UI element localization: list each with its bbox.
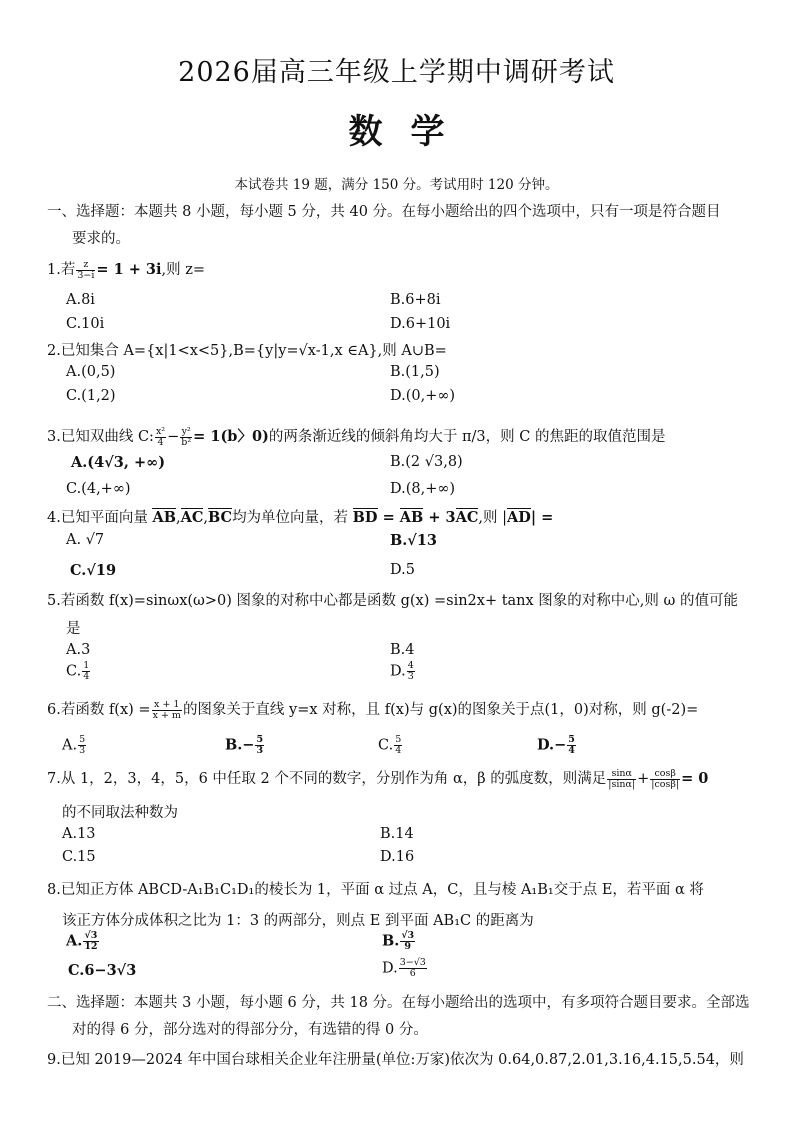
q2-option-d: D.(0,+∞) [390, 388, 456, 404]
q7-option-d: D.16 [380, 849, 415, 865]
q6-d-prefix: D.− [537, 736, 567, 754]
q6-c-fraction [394, 735, 402, 756]
q4-option-a: A. √7 [66, 532, 105, 548]
q4-end: | = [530, 509, 554, 526]
q6-c-numerator: 5 [395, 734, 402, 745]
q4-option-c: C.√19 [70, 562, 117, 579]
q4-mid: 均为单位向量，若 [232, 510, 353, 526]
question-9-line1: 9.已知 2019—2024 年中国台球相关企业年注册量(单位:万家)依次为 0.64,0.87,2.01,3.16,4.15,5.54，则 [47, 1052, 744, 1068]
q7-option-b: B.14 [380, 826, 414, 842]
q1-fraction [76, 260, 95, 281]
q4-vector-ac: AC [180, 509, 204, 526]
q8-a-fraction [83, 931, 98, 952]
q6-option-d [537, 735, 577, 756]
q3-equation: = 1(b〉0) [193, 428, 269, 445]
q4-plus: + 3 [423, 509, 456, 526]
q7-f2-numerator: cosβ [650, 769, 680, 780]
question-2-stem: 2.已知集合 A={x|1<x<5},B={y|y=√x-1,x ∈A},则 A∪B= [47, 343, 447, 359]
q6-numerator: x + 1 [152, 700, 182, 711]
q3-option-d: D.(8,+∞) [390, 481, 456, 497]
q4-prefix: 4.已知平面向量 [47, 510, 153, 526]
q5-c-numerator: 1 [83, 660, 90, 671]
question-5-line1: 5.若函数 f(x)=sinωx(ω>0) 图象的对称中心都是函数 g(x) =sin2x+ tanx 图象的对称中心,则 ω 的值可能 [47, 593, 738, 609]
q1-option-c: C.10i [66, 316, 105, 332]
q4-then: ,则 | [478, 510, 508, 526]
q5-c-prefix: C. [66, 663, 82, 680]
q8-b-prefix: B. [382, 932, 400, 950]
q5-d-fraction [407, 661, 415, 682]
question-6-stem [47, 698, 698, 721]
q7-option-c: C.15 [62, 849, 96, 865]
q8-a-denominator: 12 [84, 941, 98, 952]
q5-d-prefix: D. [390, 663, 406, 680]
question-1-stem [47, 258, 205, 281]
q7-prefix: 7.从 1，2，3，4，5，6 中任取 2 个不同的数字，分别作为角 α，β 的弧度数，则满足 [47, 771, 607, 787]
q5-d-denominator: 3 [407, 671, 414, 682]
subject-title: 数学 [348, 112, 473, 152]
q6-b-numerator: 5 [256, 734, 264, 745]
section2-intro-line2: 对的得 6 分，部分选对的得部分分，有选错的得 0 分。 [72, 1022, 428, 1038]
q4-vector-ab: AB [152, 509, 176, 526]
q8-b-fraction [400, 931, 415, 952]
q5-c-fraction [82, 661, 90, 682]
q7-plus: + [637, 771, 650, 787]
q4-vector-ad: AD [507, 509, 531, 526]
q6-a-prefix: A. [62, 737, 78, 754]
question-8-line2: 该正方体分成体积之比为 1：3 的两部分，则点 E 到平面 AB₁C 的距离为 [62, 913, 534, 929]
q6-b-prefix: B.− [225, 736, 255, 754]
q3-f1-numerator: x² [155, 425, 166, 437]
q6-option-a [62, 735, 87, 756]
q4-option-b: B.√13 [390, 532, 438, 549]
q6-fraction [152, 700, 182, 721]
q6-a-denominator: 3 [79, 745, 86, 756]
q2-option-b: B.(1,5) [390, 364, 440, 380]
q8-option-d [382, 958, 428, 979]
q8-a-prefix: A. [66, 932, 83, 950]
q4-vector-ac-2: AC [455, 509, 479, 526]
q2-option-c: C.(1,2) [66, 388, 116, 404]
q6-suffix: 的图象关于直线 y=x 对称，且 f(x)与 g(x)的图象关于点(1，0)对称，则 g(-2)= [182, 702, 699, 718]
q8-a-numerator: √3 [84, 930, 98, 941]
section2-intro-line1: 二、选择题：本题共 3 小题，每小题 6 分，共 18 分。在每小题给出的选项中，有多项符合题目要求。全部选 [47, 995, 750, 1011]
q3-f2-denominator: b² [181, 436, 192, 448]
q5-c-denominator: 4 [83, 671, 90, 682]
q3-fraction-2 [180, 427, 192, 448]
q4-vector-ab-2: AB [399, 509, 424, 526]
q4-vector-bc: BC [207, 509, 233, 526]
q8-d-fraction [399, 958, 427, 979]
q6-option-b [225, 735, 265, 756]
q5-option-d [390, 661, 416, 682]
question-3-stem [47, 425, 665, 448]
q8-b-numerator: √3 [401, 930, 415, 941]
q5-d-numerator: 4 [407, 660, 414, 671]
q1-frac-denominator: 3−i [77, 269, 95, 281]
question-7-line1 [47, 767, 708, 790]
q6-c-denominator: 4 [395, 745, 402, 756]
q1-frac-numerator: z [76, 260, 95, 271]
q6-denominator: x + m [152, 709, 181, 721]
q7-fraction-2 [650, 769, 680, 790]
q3-fraction-1 [155, 427, 166, 448]
q5-option-b: B.4 [390, 642, 415, 658]
q3-option-a: A.(4√3, +∞) [71, 454, 166, 471]
q1-option-d: D.6+10i [390, 316, 451, 332]
q8-option-c: C.6−3√3 [68, 962, 137, 979]
exam-notice: 本试卷共 19 题，满分 150 分。考试用时 120 分钟。 [234, 177, 559, 193]
q3-prefix: 3.已知双曲线 C: [47, 429, 154, 445]
question-5-line2: 是 [66, 621, 81, 637]
q3-suffix: 的两条渐近线的倾斜角均大于 π/3，则 C 的焦距的取值范围是 [268, 429, 666, 445]
question-4-stem: 4.已知平面向量 AB,AC,BC均为单位向量，若 BD = AB + 3AC,则 |AD| = [47, 509, 554, 526]
q1-rhs: = 1 + 3i [96, 261, 162, 278]
q8-d-denominator: 6 [409, 968, 416, 979]
q6-c-prefix: C. [378, 737, 394, 754]
section1-intro-line2: 要求的。 [72, 231, 130, 247]
q6-d-fraction [567, 735, 576, 756]
q6-a-fraction [78, 735, 86, 756]
q5-option-c [66, 661, 91, 682]
question-7-line2: 的不同取法种数为 [62, 805, 178, 821]
q3-option-b: B.(2 √3,8) [390, 454, 463, 470]
q3-f2-numerator: y² [181, 425, 191, 437]
q6-d-denominator: 4 [568, 745, 575, 756]
exam-title: 2026届高三年级上学期中调研考试 [178, 57, 615, 88]
q4-vector-bd: BD [352, 509, 378, 526]
q5-option-a: A.3 [66, 642, 91, 658]
q8-option-b [382, 931, 416, 952]
q8-option-a [66, 931, 100, 952]
q8-b-denominator: 9 [404, 941, 412, 952]
q6-prefix: 6.若函数 f(x) = [47, 702, 151, 718]
q1-option-a: A.8i [66, 292, 95, 308]
q6-a-numerator: 5 [79, 734, 86, 745]
q7-f1-denominator: |sinα| [608, 778, 636, 790]
q2-option-a: A.(0,5) [66, 364, 116, 380]
q6-d-numerator: 5 [568, 734, 575, 745]
q3-minus: − [167, 429, 180, 445]
q7-option-a: A.13 [62, 826, 96, 842]
q3-f1-denominator: 4 [157, 436, 164, 448]
section1-intro-line1: 一、选择题：本题共 8 小题，每小题 5 分，共 40 分。在每小题给出的四个选项中，只有一项是符合题目 [47, 204, 721, 220]
q8-d-numerator: 3−√3 [399, 957, 426, 968]
q8-d-prefix: D. [382, 960, 398, 977]
q6-b-fraction [255, 735, 264, 756]
q1-prefix: 1.若 [47, 262, 76, 278]
q6-option-c [378, 735, 403, 756]
question-8-line1: 8.已知正方体 ABCD-A₁B₁C₁D₁的棱长为 1，平面 α 过点 A，C，且与棱 A₁B₁交于点 E，若平面 α 将 [47, 882, 704, 898]
q7-f2-denominator: |cosβ| [651, 778, 680, 790]
q1-suffix: ,则 z= [161, 262, 206, 278]
q7-fraction-1 [607, 769, 636, 790]
q1-option-b: B.6+8i [390, 292, 441, 308]
q7-f1-numerator: sinα [607, 769, 636, 780]
q4-eq: = [377, 509, 400, 526]
q7-equation: = 0 [681, 770, 709, 787]
q4-option-d: D.5 [390, 562, 415, 578]
q6-b-denominator: 3 [256, 745, 264, 756]
q3-option-c: C.(4,+∞) [66, 481, 131, 497]
